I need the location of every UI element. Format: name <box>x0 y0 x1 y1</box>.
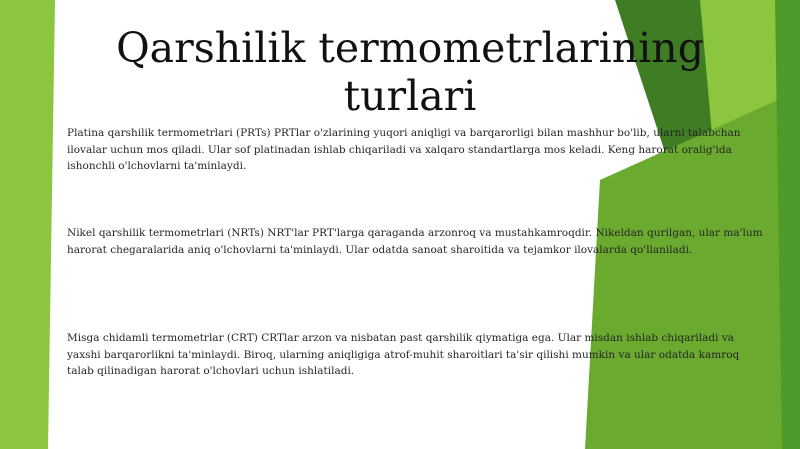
paragraph-platinum: Platina qarshilik termometrlari (PRTs) PRTlar o'zlarining yuqori aniqligi va barqarorligi bilan mashhur bo'lib, ularni talabchan ilovalar uchun mos qiladi. Ular sof platinadan ishlab chiqariladi va xalqaro standartlarga mos keladi. Keng harorat oralig'ida ishonchli o'lchovlarni ta'minlaydi. <box>67 127 741 172</box>
paragraph-nickel: Nikel qarshilik termometrlari (NRTs) NRT'lar PRT'larga qaraganda arzonroq va mustahkamroqdir. Nikeldan qurilgan, ular ma'lum harorat chegaralarida aniq o'lchovlarni ta'minlaydi. Ular odatda sanoat sharoitida va tejamkor ilovalarda qo'llaniladi. <box>67 227 763 256</box>
left-green-band <box>0 0 55 449</box>
slide-title: Qarshilik termometrlarining turlari <box>116 24 704 120</box>
paragraph-copper: Misga chidamli termometrlar (CRT) CRTlar arzon va nisbatan past qarshilik qiymatiga ega. Ular misdan ishlab chiqariladi va yaxshi barqarorlikni ta'minlaydi. Biroq, ularning aniqligiga atrof-muhit sharoitlari ta'sir qilishi mumkin va ular odatda kamroq talab qilinadigan harorat o'lchovlari uchun ishlatiladi. <box>67 332 740 377</box>
